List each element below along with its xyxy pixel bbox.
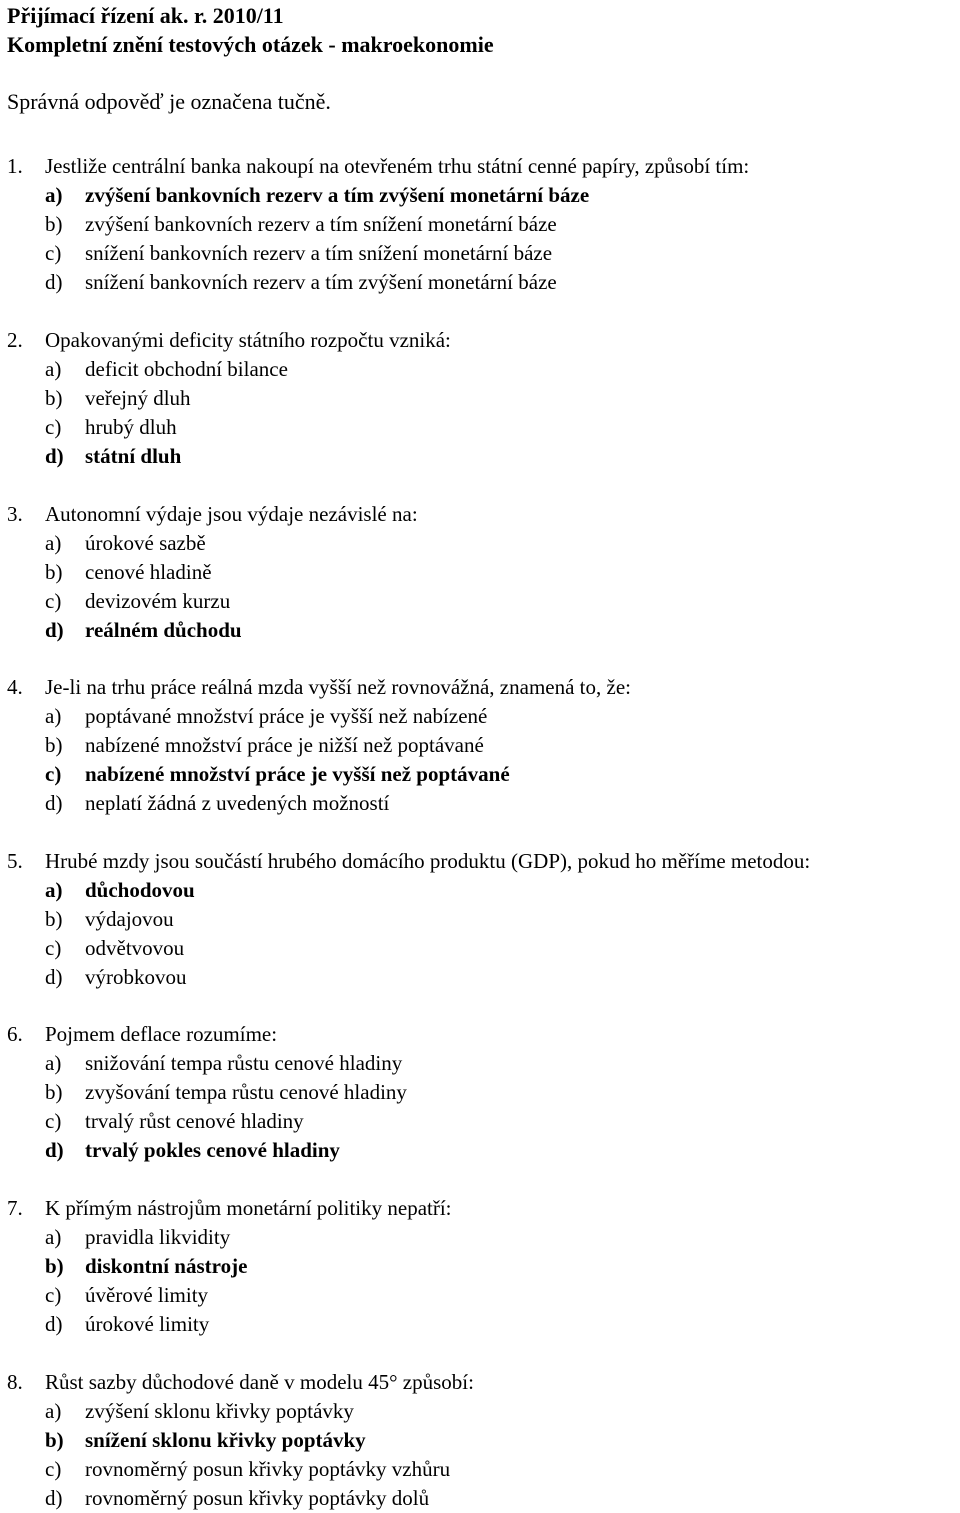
answer-option <box>7 268 960 297</box>
answer-option <box>7 1281 960 1310</box>
option-letter: a) <box>45 183 63 207</box>
answer-option <box>7 789 960 818</box>
answer-option <box>7 1484 960 1513</box>
option-text: zvyšování tempa růstu cenové hladiny <box>85 1080 407 1104</box>
option-letter: a) <box>45 1225 62 1249</box>
question-number: 6. <box>7 1022 23 1046</box>
option-text: státní dluh <box>85 444 182 468</box>
answer-option-correct <box>7 1426 960 1455</box>
question-number: 7. <box>7 1196 23 1220</box>
question-text: Je-li na trhu práce reálná mzda vyšší než rovnovážná, znamená to, že: <box>45 675 631 699</box>
option-text: úrokové limity <box>85 1312 210 1336</box>
answer-option <box>7 702 960 731</box>
option-text: odvětvovou <box>85 936 185 960</box>
answer-option-correct <box>7 760 960 789</box>
option-letter: b) <box>45 907 63 931</box>
question-stem <box>7 326 960 355</box>
answer-option <box>7 529 960 558</box>
option-letter: a) <box>45 531 62 555</box>
option-letter: b) <box>45 1428 64 1452</box>
answer-option-correct <box>7 616 960 645</box>
question-stem <box>7 152 960 181</box>
question-stem <box>7 673 960 702</box>
option-text: cenové hladině <box>85 560 212 584</box>
option-letter: c) <box>45 589 62 613</box>
option-letter: d) <box>45 444 64 468</box>
option-text: zvýšení sklonu křivky poptávky <box>85 1399 354 1423</box>
option-letter: c) <box>45 1109 62 1133</box>
question-number: 1. <box>7 154 23 178</box>
question-text: Hrubé mzdy jsou součástí hrubého domácího produktu (GDP), pokud ho měříme metodou: <box>45 849 811 873</box>
answer-option <box>7 384 960 413</box>
option-letter: d) <box>45 618 64 642</box>
answer-key-note: Správná odpověď je označena tučně. <box>7 89 331 114</box>
question-stem <box>7 847 960 876</box>
document-subtitle: Kompletní znění testových otázek - makroekonomie <box>7 32 494 57</box>
option-letter: a) <box>45 704 62 728</box>
answer-option-correct <box>7 442 960 471</box>
option-text: snížení bankovních rezerv a tím snížení monetární báze <box>85 241 553 265</box>
option-text: nabízené množství práce je nižší než poptávané <box>85 733 484 757</box>
question-7 <box>7 1194 960 1339</box>
question-4 <box>7 673 960 818</box>
answer-option <box>7 731 960 760</box>
question-number: 4. <box>7 675 23 699</box>
option-text: snižování tempa růstu cenové hladiny <box>85 1051 403 1075</box>
question-stem <box>7 1020 960 1049</box>
question-stem <box>7 1194 960 1223</box>
question-2 <box>7 326 960 471</box>
answer-option <box>7 1107 960 1136</box>
answer-option <box>7 1455 960 1484</box>
question-text: Růst sazby důchodové daně v modelu 45° způsobí: <box>45 1370 474 1394</box>
answer-option <box>7 905 960 934</box>
question-stem <box>7 500 960 529</box>
option-text: veřejný dluh <box>85 386 191 410</box>
option-letter: b) <box>45 733 63 757</box>
question-text: Jestliže centrální banka nakoupí na otevřeném trhu státní cenné papíry, způsobí tím: <box>45 154 750 178</box>
answer-option <box>7 355 960 384</box>
option-text: trvalý růst cenové hladiny <box>85 1109 304 1133</box>
option-letter: b) <box>45 560 63 584</box>
question-1 <box>7 152 960 297</box>
option-letter: a) <box>45 1399 62 1423</box>
option-text: úrokové sazbě <box>85 531 206 555</box>
answer-option <box>7 1397 960 1426</box>
option-letter: b) <box>45 386 63 410</box>
question-6 <box>7 1020 960 1165</box>
question-text: K přímým nástrojům monetární politiky nepatří: <box>45 1196 452 1220</box>
option-text: snížení sklonu křivky poptávky <box>85 1428 366 1452</box>
option-text: nabízené množství práce je vyšší než poptávané <box>85 762 510 786</box>
question-8 <box>7 1368 960 1513</box>
option-text: zvýšení bankovních rezerv a tím zvýšení monetární báze <box>85 183 590 207</box>
option-text: neplatí žádná z uvedených možností <box>85 791 390 815</box>
option-text: poptávané množství práce je vyšší než nabízené <box>85 704 488 728</box>
option-text: výdajovou <box>85 907 174 931</box>
answer-option <box>7 1223 960 1252</box>
option-letter: d) <box>45 791 63 815</box>
option-text: důchodovou <box>85 878 195 902</box>
answer-option-correct <box>7 876 960 905</box>
answer-option <box>7 934 960 963</box>
question-number: 5. <box>7 849 23 873</box>
answer-option <box>7 1078 960 1107</box>
option-text: rovnoměrný posun křivky poptávky dolů <box>85 1486 430 1510</box>
option-letter: b) <box>45 1254 64 1278</box>
answer-option <box>7 963 960 992</box>
option-text: devizovém kurzu <box>85 589 231 613</box>
option-letter: c) <box>45 241 62 265</box>
option-letter: d) <box>45 270 63 294</box>
answer-option-correct <box>7 1252 960 1281</box>
option-letter: b) <box>45 1080 63 1104</box>
option-letter: c) <box>45 415 62 439</box>
answer-option-correct <box>7 181 960 210</box>
option-letter: c) <box>45 1283 62 1307</box>
option-text: hrubý dluh <box>85 415 177 439</box>
option-text: reálném důchodu <box>85 618 242 642</box>
option-letter: b) <box>45 212 63 236</box>
option-text: deficit obchodní bilance <box>85 357 288 381</box>
option-text: rovnoměrný posun křivky poptávky vzhůru <box>85 1457 451 1481</box>
option-letter: d) <box>45 1486 63 1510</box>
answer-option <box>7 210 960 239</box>
question-text: Pojmem deflace rozumíme: <box>45 1022 278 1046</box>
question-number: 2. <box>7 328 23 352</box>
question-text: Opakovanými deficity státního rozpočtu vzniká: <box>45 328 451 352</box>
question-5 <box>7 847 960 992</box>
question-number: 3. <box>7 502 23 526</box>
option-letter: a) <box>45 878 63 902</box>
option-letter: d) <box>45 1312 63 1336</box>
answer-option <box>7 239 960 268</box>
option-text: trvalý pokles cenové hladiny <box>85 1138 340 1162</box>
option-letter: a) <box>45 1051 62 1075</box>
option-letter: d) <box>45 965 63 989</box>
question-text: Autonomní výdaje jsou výdaje nezávislé na: <box>45 502 418 526</box>
option-letter: c) <box>45 936 62 960</box>
answer-option-correct <box>7 1136 960 1165</box>
answer-option <box>7 1310 960 1339</box>
option-text: snížení bankovních rezerv a tím zvýšení monetární báze <box>85 270 557 294</box>
option-letter: c) <box>45 762 62 786</box>
option-text: výrobkovou <box>85 965 187 989</box>
answer-option <box>7 587 960 616</box>
option-text: pravidla likvidity <box>85 1225 231 1249</box>
answer-option <box>7 558 960 587</box>
document-title: Přijímací řízení ak. r. 2010/11 <box>7 3 284 28</box>
option-text: zvýšení bankovních rezerv a tím snížení monetární báze <box>85 212 557 236</box>
question-stem <box>7 1368 960 1397</box>
option-letter: d) <box>45 1138 64 1162</box>
question-3 <box>7 500 960 645</box>
answer-option <box>7 1049 960 1078</box>
option-letter: c) <box>45 1457 62 1481</box>
answer-option <box>7 413 960 442</box>
option-letter: a) <box>45 357 62 381</box>
option-text: úvěrové limity <box>85 1283 209 1307</box>
question-number: 8. <box>7 1370 23 1394</box>
option-text: diskontní nástroje <box>85 1254 248 1278</box>
